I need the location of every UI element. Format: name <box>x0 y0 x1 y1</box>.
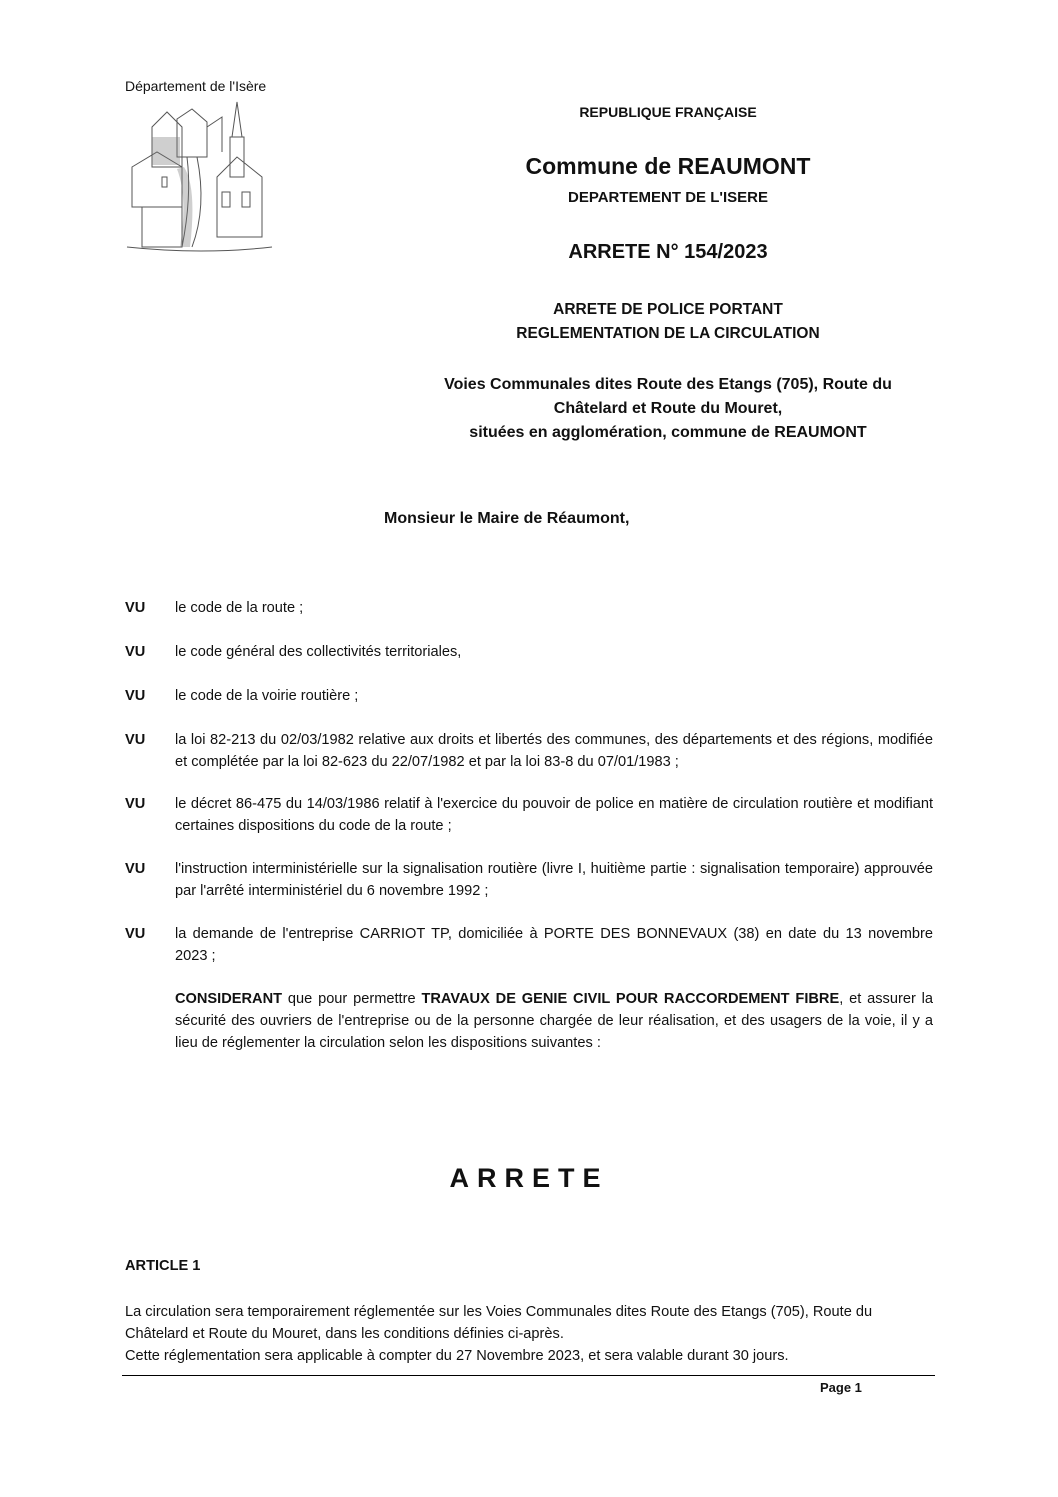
maire-salutation: Monsieur le Maire de Réaumont, <box>384 510 630 527</box>
roads-line-3: situées en agglomération, commune de REAUMONT <box>469 424 867 441</box>
vu-text: le code de la route ; <box>175 600 304 616</box>
vu-item <box>125 641 933 663</box>
considerant-text-1: que pour permettre <box>282 991 422 1007</box>
commune-title: Commune de REAUMONT <box>525 153 811 179</box>
subject-line-1: ARRETE DE POLICE PORTANT <box>553 301 783 318</box>
roads-description <box>400 373 936 445</box>
vu-label: VU <box>125 926 146 942</box>
vu-text: la loi 82-213 du 02/03/1982 relative aux droits et libertés des communes, des départements et des régions, modifiée et complétée par la loi 82-623 du 22/07/1982 et par la loi 83-8 du 07/01/1983 ; <box>175 732 933 770</box>
considerant-paragraph <box>175 988 933 1054</box>
republic-heading: REPUBLIQUE FRANÇAISE <box>579 104 757 120</box>
vu-text: le code de la voirie routière ; <box>175 688 359 704</box>
vu-text: le décret 86-475 du 14/03/1986 relatif à l'exercice du pouvoir de police en matière de circulation routière et modifiant certaines dispositions du code de la route ; <box>175 796 933 834</box>
vu-text: la demande de l'entreprise CARRIOT TP, domiciliée à PORTE DES BONNEVAUX (38) en date du 13 novembre 2023 ; <box>175 926 933 964</box>
department-caption: Département de l'Isère <box>125 78 267 94</box>
village-sketch-logo <box>122 97 282 259</box>
vu-item <box>125 729 933 773</box>
arrete-number: ARRETE N° 154/2023 <box>568 241 768 263</box>
vu-label: VU <box>125 644 146 660</box>
article-1-line-2: Cette réglementation sera applicable à compter du 27 Novembre 2023, et sera valable durant 30 jours. <box>125 1348 789 1364</box>
vu-label: VU <box>125 600 146 616</box>
article-1-body <box>125 1301 935 1367</box>
vu-item <box>125 793 933 837</box>
vu-item <box>125 597 933 619</box>
department-heading: DEPARTEMENT DE L'ISERE <box>568 189 768 206</box>
subject-line-2: REGLEMENTATION DE LA CIRCULATION <box>516 325 820 342</box>
vu-label: VU <box>125 796 146 812</box>
arrete-heading: ARRETE <box>449 1163 609 1193</box>
considerant-keyword: CONSIDERANT <box>175 991 283 1007</box>
vu-label: VU <box>125 861 146 877</box>
page-number: Page 1 <box>820 1380 862 1395</box>
roads-line-2: Châtelard et Route du Mouret, <box>553 400 783 417</box>
vu-item <box>125 858 933 902</box>
vu-label: VU <box>125 732 146 748</box>
vu-item <box>125 685 933 707</box>
vu-text: l'instruction interministérielle sur la signalisation routière (livre I, huitième partie : signalisation temporaire) approuvée par l'arrêté interministériel du 6 novembre 1992 ; <box>175 861 933 899</box>
article-1-title: ARTICLE 1 <box>125 1258 201 1274</box>
considerant-works: TRAVAUX DE GENIE CIVIL POUR RACCORDEMENT FIBRE <box>421 991 840 1007</box>
vu-label: VU <box>125 688 146 704</box>
footer-divider <box>122 1375 935 1376</box>
arrete-subject <box>400 298 936 346</box>
vu-text: le code général des collectivités territoriales, <box>175 644 462 660</box>
roads-line-1: Voies Communales dites Route des Etangs (705), Route du <box>444 376 892 393</box>
vu-item <box>125 923 933 967</box>
considerant-text-2: , et assurer la sécurité des ouvriers de l'entreprise ou de la personne chargée de leur réalisation, et des usagers de la voie, il y a lieu de réglementer la circulation selon les dispositions suivantes : <box>175 991 934 1051</box>
article-1-line-1: La circulation sera temporairement réglementée sur les Voies Communales dites Route des Etangs (705), Route du Châtelard et Route du Mouret, dans les conditions définies ci-après. <box>125 1304 873 1342</box>
